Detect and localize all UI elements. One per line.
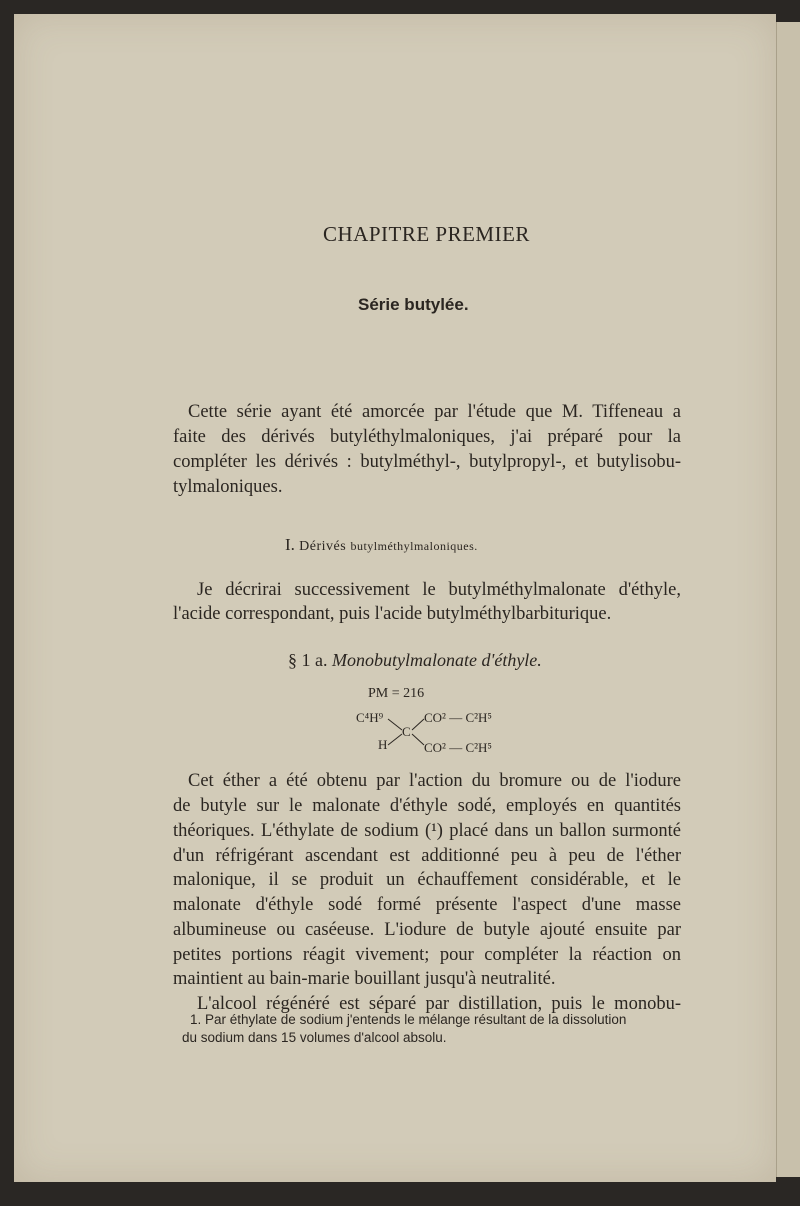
body-line-2: de butyle sur le malonate d'éthyle sodé, employés en quantités bbox=[173, 796, 681, 816]
body-line-8: petites portions réagit vivement; pour compléter la réaction on bbox=[173, 945, 681, 965]
subsection-label: § 1 a. bbox=[288, 650, 328, 670]
formula-left-top: C⁴H⁹ bbox=[356, 710, 384, 725]
body-line-4: d'un réfrigérant ascendant est additionné peu à peu de l'éther bbox=[173, 846, 681, 866]
chapter-title: CHAPITRE PREMIER bbox=[323, 222, 530, 246]
intro-line-1: Cette série ayant été amorcée par l'étude que M. Tiffeneau a bbox=[188, 402, 681, 422]
body-line-9: maintient au bain-marie bouillant jusqu'à neutralité. bbox=[173, 969, 556, 989]
subsection-heading bbox=[288, 650, 542, 671]
formula-right-top: CO² — C²H⁵ bbox=[424, 710, 492, 725]
intro-line-3: compléter les dérivés : butylméthyl-, butylpropyl-, et butylisobu- bbox=[173, 452, 681, 472]
intro-line-4: tylmaloniques. bbox=[173, 477, 283, 497]
formula-left-bottom: H bbox=[378, 737, 388, 752]
series-title: Série butylée. bbox=[358, 295, 469, 314]
next-page-edge bbox=[776, 22, 800, 1177]
footnote-line-1: 1. Par éthylate de sodium j'entends le mélange résultant de la dissolution bbox=[190, 1012, 627, 1027]
section-title-rest: butylméthylmaloniques. bbox=[350, 539, 478, 553]
body-line-6: malonate d'éthyle sodé formé présente l'aspect d'une masse bbox=[173, 895, 681, 915]
body-line-5: malonique, il se produit un échauffement considérable, et le bbox=[173, 870, 681, 890]
subsection-title: Monobutylmalonate d'éthyle. bbox=[332, 650, 542, 670]
body-line-1: Cet éther a été obtenu par l'action du bromure ou de l'iodure bbox=[188, 771, 681, 791]
body-line-10: L'alcool régénéré est séparé par distillation, puis le monobu- bbox=[197, 994, 681, 1014]
formula-right-bottom: CO² — C²H⁵ bbox=[424, 740, 492, 755]
molar-mass: PM = 216 bbox=[368, 686, 425, 701]
intro-line-2: faite des dérivés butyléthylmaloniques, j'ai préparé pour la bbox=[173, 427, 681, 447]
section-intro-line-1: Je décrirai successivement le butylméthylmalonate d'éthyle, bbox=[197, 580, 681, 600]
section-number: I. bbox=[285, 535, 295, 554]
body-line-7: albumineuse ou caséeuse. L'iodure de butyle ajouté ensuite par bbox=[173, 920, 681, 940]
formula-center: C bbox=[402, 724, 411, 739]
section-intro-line-2: l'acide correspondant, puis l'acide butylméthylbarbiturique. bbox=[173, 604, 612, 624]
footnote-line-2: du sodium dans 15 volumes d'alcool absolu. bbox=[182, 1030, 447, 1045]
formula-bonds bbox=[380, 713, 430, 753]
section-title-initial: Dérivés bbox=[299, 539, 347, 554]
body-line-3: théoriques. L'éthylate de sodium (¹) placé dans un ballon surmonté bbox=[173, 821, 681, 841]
section-heading bbox=[285, 535, 478, 555]
